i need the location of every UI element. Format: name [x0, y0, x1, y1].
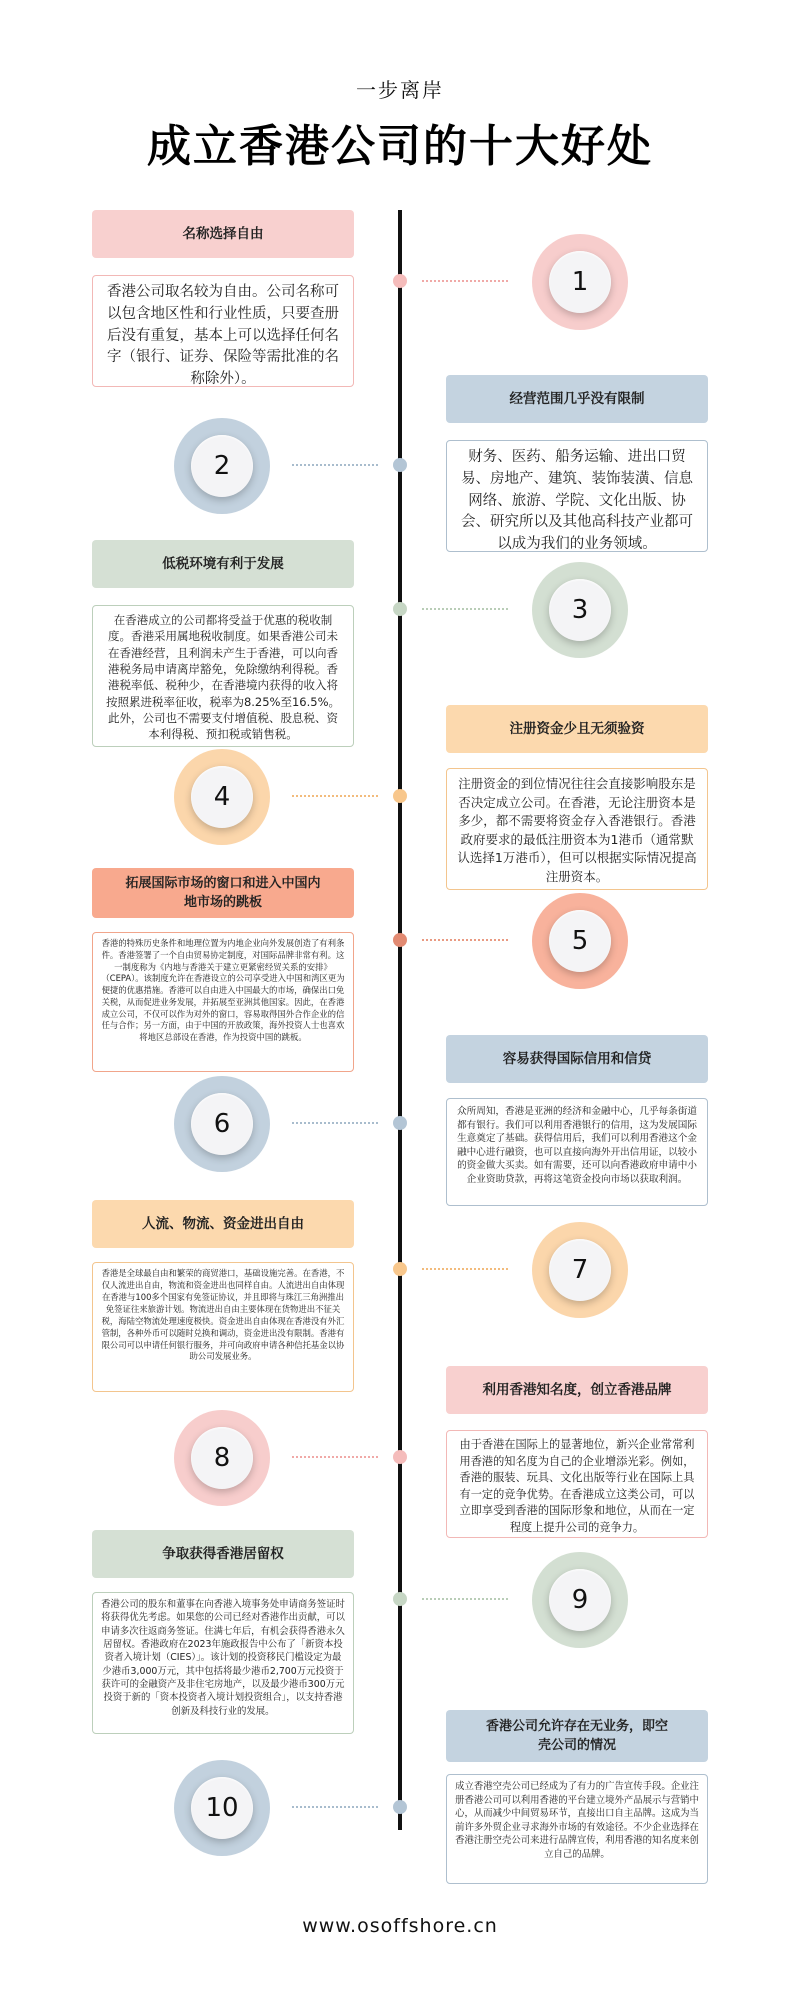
- timeline-dot-5: [393, 933, 407, 947]
- timeline-dot-10: [393, 1800, 407, 1814]
- benefit-6-title: 容易获得国际信用和信贷: [446, 1035, 708, 1083]
- benefit-1-title: 名称选择自由: [92, 210, 354, 258]
- benefit-9-text: 香港公司的股东和董事在向香港入境事务处申请商务签证时将获得优先考虑。如果您的公司已经对香港作出贡献，可以申请多次往返商务签证。住满七年后，有机会获得香港永久居留权。香港政府在2023年施政报告中公布了「新资本投资者入境计划（CIES）」。该计划的投资移民门槛设定为最少港币3,000万元，其中包括将最少港币2,700万元投资于获许可的金融资产及非住宅房地产，以及最少港币300万元投资于新的「资本投资者入境计划投资组合」，以支持香港创新及科技行业的发展。: [92, 1592, 354, 1734]
- benefit-8-text: 由于香港在国际上的显著地位，新兴企业常常利用香港的知名度为自己的企业增添光彩。例如，香港的服装、玩具、文化出版等行业在国际上具有一定的竞争优势。在香港成立这类公司，可以立即享受到香港的国际形象和地位，从而在一定程度上提升公司的竞争力。: [446, 1430, 708, 1538]
- timeline-dot-9: [393, 1592, 407, 1606]
- step-number-8: 8: [191, 1427, 253, 1489]
- benefit-3-title: 低税环境有利于发展: [92, 540, 354, 588]
- benefit-1-text: 香港公司取名较为自由。公司名称可以包含地区性和行业性质，只要查册后没有重复，基本上可以选择任何名字（银行、证券、保险等需批准的名称除外）。: [92, 275, 354, 387]
- connector-5: [422, 939, 508, 941]
- benefit-4-text: 注册资金的到位情况往往会直接影响股东是否决定成立公司。在香港，无论注册资本是多少，都不需要将资金存入香港银行。香港政府要求的最低注册资本为1港币（通常默认选择1万港币），但可以根据实际情况提高注册资本。: [446, 768, 708, 890]
- connector-9: [422, 1598, 508, 1600]
- benefit-5-text: 香港的特殊历史条件和地理位置为内地企业向外发展创造了有利条件。香港签署了一个自由贸易协定制度，对国际品牌非常有利。这一制度称为《内地与香港关于建立更紧密经贸关系的安排》（CEPA）。该制度允许在香港设立的公司享受进入中国和湾区更为便捷的优惠措施。香港可以自由进入中国最大的市场，确保出口免关税，从而促进业务发展，并拓展至亚洲其他国家。因此，在香港成立公司，不仅可以作为对外的窗口，容易取得国外合作企业的信任与合作；另一方面，由于中国的开放政策，海外投资人士也喜欢将地区总部设在香港，作为投资中国的跳板。: [92, 932, 354, 1072]
- benefit-8-title: 利用香港知名度，创立香港品牌: [446, 1366, 708, 1414]
- benefit-6-text: 众所周知，香港是亚洲的经济和金融中心，几乎每条街道都有银行。我们可以利用香港银行的信用，这为发展国际生意奠定了基础。获得信用后，我们可以利用香港这个金融中心进行融资，也可以直接向海外开出信用证，以较小的资金做大买卖。如有需要，还可以向香港政府申请中小企业资助贷款，再将这笔资金投向市场以获取利润。: [446, 1098, 708, 1206]
- step-circle-9: [532, 1552, 628, 1648]
- step-circle-5: [532, 893, 628, 989]
- step-circle-2: [174, 418, 270, 514]
- page-title: 成立香港公司的十大好处: [147, 121, 653, 172]
- step-number-7: 7: [549, 1239, 611, 1301]
- step-circle-3: [532, 562, 628, 658]
- step-circle-7: [532, 1222, 628, 1318]
- benefit-5-title: 拓展国际市场的窗口和进入中国内地市场的跳板: [92, 868, 354, 918]
- benefit-3-text: 在香港成立的公司都将受益于优惠的税收制度。香港采用属地税收制度。如果香港公司未在香港经营，且利润未产生于香港，可以向香港税务局申请离岸豁免，免除缴纳利得税。香港税率低、税种少，在香港境内获得的收入将按照累进税率征收，税率为8.25%至16.5%。此外，公司也不需要支付增值税、股息税、资本利得税、预扣税或销售税。: [92, 605, 354, 747]
- connector-1: [422, 280, 508, 282]
- step-number-2: 2: [191, 435, 253, 497]
- benefit-2-text: 财务、医药、船务运输、进出口贸易、房地产、建筑、装饰装潢、信息网络、旅游、学院、文化出版、协会、研究所以及其他高科技产业都可以成为我们的业务领域。: [446, 440, 708, 552]
- connector-10: [292, 1806, 378, 1808]
- step-number-9: 9: [549, 1569, 611, 1631]
- timeline-dot-1: [393, 274, 407, 288]
- timeline-dot-6: [393, 1116, 407, 1130]
- page-subtitle: 一步离岸: [356, 78, 444, 102]
- connector-8: [292, 1456, 378, 1458]
- benefit-7-title: 人流、物流、资金进出自由: [92, 1200, 354, 1248]
- timeline-dot-3: [393, 602, 407, 616]
- step-circle-1: [532, 234, 628, 330]
- step-number-5: 5: [549, 910, 611, 972]
- step-circle-8: [174, 1410, 270, 1506]
- benefit-9-title: 争取获得香港居留权: [92, 1530, 354, 1578]
- step-circle-10: [174, 1760, 270, 1856]
- timeline-dot-4: [393, 789, 407, 803]
- step-number-4: 4: [191, 766, 253, 828]
- connector-7: [422, 1268, 508, 1270]
- timeline-dot-8: [393, 1450, 407, 1464]
- step-number-3: 3: [549, 579, 611, 641]
- benefit-10-text: 成立香港空壳公司已经成为了有力的广告宣传手段。企业注册香港公司可以利用香港的平台建立境外产品展示与营销中心，从而减少中间贸易环节，直接出口自主品牌。这成为当前许多外贸企业寻求海外市场的有效途径。不少企业选择在香港注册空壳公司来进行品牌宣传，利用香港的知名度来创立自己的品牌。: [446, 1774, 708, 1884]
- timeline-dot-2: [393, 458, 407, 472]
- connector-6: [292, 1122, 378, 1124]
- connector-4: [292, 795, 378, 797]
- timeline-line: [398, 210, 402, 1830]
- footer-url: www.osoffshore.cn: [302, 1915, 498, 1937]
- step-circle-6: [174, 1076, 270, 1172]
- step-number-10: 10: [191, 1777, 253, 1839]
- benefit-7-text: 香港是全球最自由和繁荣的商贸港口，基础设施完善。在香港，不仅人流进出自由，物流和资金进出也同样自由。人流进出自由体现在香港与100多个国家有免签证协议，并且即将与珠江三角洲推出免签证往来旅游计划。物流进出自由主要体现在货物进出不征关税，海陆空物流处理速度极快。资金进出自由体现在香港没有外汇管制，各种外币可以随时兑换和调动，资金进出没有限制。香港有限公司可以申请任何银行服务，并可向政府申请各种信托基金以协助公司发展业务。: [92, 1262, 354, 1392]
- connector-3: [422, 608, 508, 610]
- timeline-dot-7: [393, 1262, 407, 1276]
- step-number-6: 6: [191, 1093, 253, 1155]
- connector-2: [292, 464, 378, 466]
- step-number-1: 1: [549, 251, 611, 313]
- step-circle-4: [174, 749, 270, 845]
- benefit-10-title: 香港公司允许存在无业务，即空壳公司的情况: [446, 1710, 708, 1762]
- benefit-4-title: 注册资金少且无须验资: [446, 705, 708, 753]
- benefit-2-title: 经营范围几乎没有限制: [446, 375, 708, 423]
